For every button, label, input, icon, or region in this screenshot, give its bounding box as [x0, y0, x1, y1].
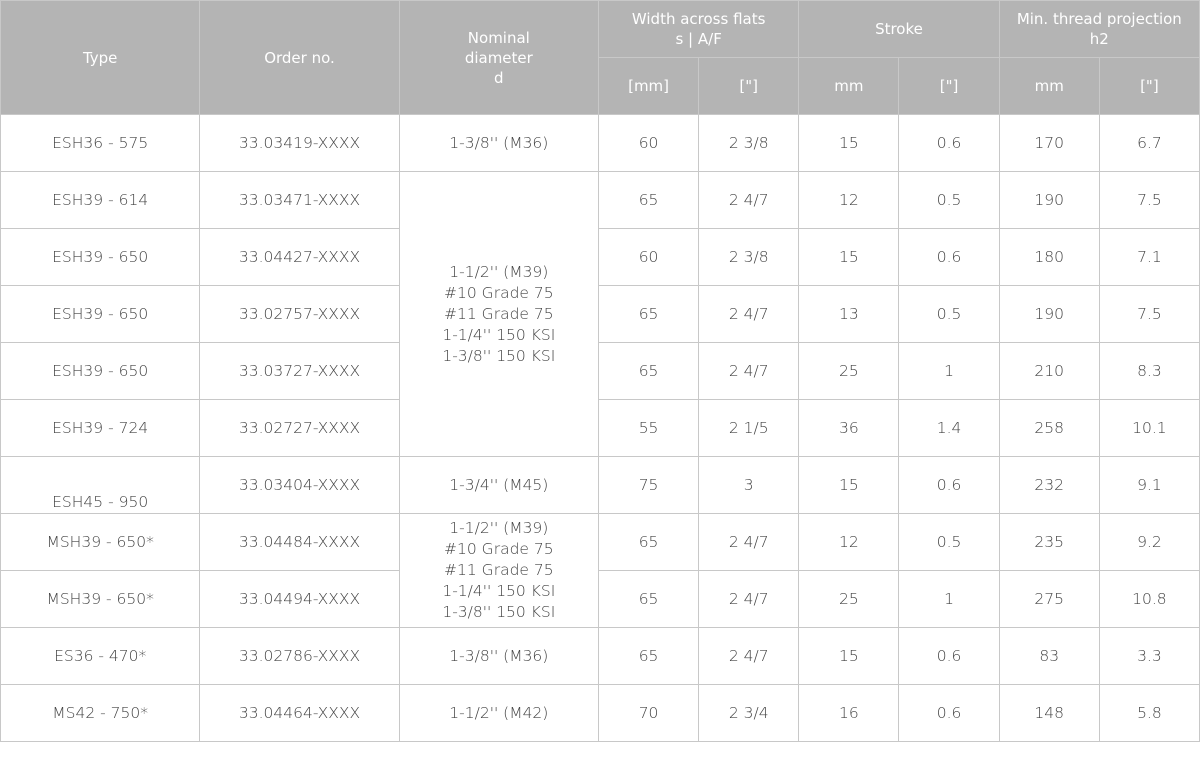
unit-h2-in: ["] [1099, 58, 1199, 115]
cell-stroke-mm: 25 [799, 571, 899, 628]
table-header [1, 1, 1200, 115]
cell-stroke-mm: 13 [799, 286, 899, 343]
cell-type: MSH39 - 650* [1, 571, 200, 628]
cell-waf-in: 2 4/7 [699, 172, 799, 229]
cell-type: MS42 - 750* [1, 685, 200, 742]
cell-stroke-in: 0.5 [899, 286, 999, 343]
cell-h2-mm: 190 [999, 172, 1099, 229]
cell-h2-in: 8.3 [1099, 343, 1199, 400]
diameter-line: #11 Grade 75 [444, 561, 554, 579]
cell-waf-mm: 60 [598, 115, 698, 172]
cell-h2-in: 7.5 [1099, 286, 1199, 343]
cell-order-no: 33.04427-XXXX [200, 229, 399, 286]
table-body [1, 115, 1200, 742]
cell-h2-mm: 235 [999, 514, 1099, 571]
table-row [1, 628, 1200, 685]
header-row-main [1, 1, 1200, 58]
cell-stroke-in: 0.6 [899, 685, 999, 742]
header-h2-line: Min. thread projection [1016, 10, 1182, 28]
cell-order-no: 33.04464-XXXX [200, 685, 399, 742]
diameter-line: 1-1/4'' 150 KSI [442, 325, 556, 344]
header-nominal-diameter-line: Nominal [467, 28, 530, 47]
cell-stroke-in: 0.6 [899, 229, 999, 286]
table-row [1, 457, 1200, 514]
cell-stroke-mm: 15 [799, 229, 899, 286]
cell-type: ESH39 - 724 [1, 400, 200, 457]
header-type: Type [1, 1, 200, 115]
cell-nominal-diameter-group-msh39 [399, 514, 598, 628]
cell-type: MSH39 - 650* [1, 514, 200, 571]
header-nominal-diameter [399, 1, 598, 115]
cell-order-no: 33.04484-XXXX [200, 514, 399, 571]
cell-waf-in: 2 1/5 [699, 400, 799, 457]
cell-h2-in: 9.2 [1099, 514, 1199, 571]
cell-stroke-mm: 12 [799, 172, 899, 229]
diameter-line: 1-3/8'' 150 KSI [442, 346, 556, 365]
table-row [1, 685, 1200, 742]
cell-nominal-diameter: 1-3/4'' (M45) [399, 457, 598, 514]
header-stroke: Stroke [799, 1, 999, 58]
cell-type: ESH39 - 650 [1, 343, 200, 400]
cell-h2-mm: 232 [999, 457, 1099, 514]
cell-type: ESH39 - 650 [1, 229, 200, 286]
cell-order-no: 33.02757-XXXX [200, 286, 399, 343]
header-min-thread-projection [999, 1, 1199, 58]
cell-h2-in: 7.5 [1099, 172, 1199, 229]
cell-stroke-in: 0.6 [899, 628, 999, 685]
cell-nominal-diameter: 1-3/8'' (M36) [399, 115, 598, 172]
header-waf-line: Width across flats [631, 10, 766, 28]
cell-stroke-in: 0.6 [899, 457, 999, 514]
cell-h2-in: 6.7 [1099, 115, 1199, 172]
cell-waf-in: 2 4/7 [699, 514, 799, 571]
cell-type: ESH36 - 575 [1, 115, 200, 172]
diameter-line: #10 Grade 75 [444, 283, 554, 302]
table-row [1, 400, 1200, 457]
cell-h2-in: 10.1 [1099, 400, 1199, 457]
cell-stroke-in: 0.5 [899, 172, 999, 229]
table-row [1, 115, 1200, 172]
cell-type: ESH39 - 614 [1, 172, 200, 229]
unit-h2-mm: mm [999, 58, 1099, 115]
cell-stroke-in: 1 [899, 343, 999, 400]
cell-order-no: 33.03727-XXXX [200, 343, 399, 400]
cell-waf-in: 2 4/7 [699, 628, 799, 685]
cell-h2-in: 7.1 [1099, 229, 1199, 286]
cell-type: ESH45 - 950 [1, 457, 200, 514]
unit-waf-in: ["] [699, 58, 799, 115]
cell-waf-mm: 65 [598, 172, 698, 229]
header-h2-line: h2 [1089, 30, 1109, 48]
diameter-line: 1-3/8'' 150 KSI [442, 603, 556, 621]
cell-waf-mm: 65 [598, 514, 698, 571]
cell-waf-mm: 75 [598, 457, 698, 514]
cell-h2-mm: 275 [999, 571, 1099, 628]
cell-order-no: 33.02786-XXXX [200, 628, 399, 685]
table-row [1, 229, 1200, 286]
cell-h2-mm: 190 [999, 286, 1099, 343]
cell-nominal-diameter: 1-1/2'' (M42) [399, 685, 598, 742]
diameter-line: #10 Grade 75 [444, 540, 554, 558]
cell-waf-in: 3 [699, 457, 799, 514]
cell-stroke-mm: 15 [799, 628, 899, 685]
cell-waf-in: 2 3/4 [699, 685, 799, 742]
header-order-no: Order no. [200, 1, 399, 115]
diameter-line: #11 Grade 75 [444, 304, 554, 323]
cell-nominal-diameter: 1-3/8'' (M36) [399, 628, 598, 685]
cell-waf-in: 2 4/7 [699, 571, 799, 628]
unit-stroke-in: ["] [899, 58, 999, 115]
cell-type: ES36 - 470* [1, 628, 200, 685]
cell-h2-in: 5.8 [1099, 685, 1199, 742]
table-row [1, 571, 1200, 628]
unit-waf-mm: [mm] [598, 58, 698, 115]
header-nominal-diameter-line: d [494, 68, 504, 87]
cell-stroke-mm: 36 [799, 400, 899, 457]
cell-h2-mm: 210 [999, 343, 1099, 400]
cell-waf-in: 2 4/7 [699, 343, 799, 400]
table-row [1, 343, 1200, 400]
header-waf-line: s | A/F [675, 30, 722, 48]
header-width-across-flats [598, 1, 798, 58]
cell-stroke-mm: 12 [799, 514, 899, 571]
table-row [1, 514, 1200, 571]
cell-waf-in: 2 4/7 [699, 286, 799, 343]
cell-stroke-in: 0.6 [899, 115, 999, 172]
cell-waf-mm: 60 [598, 229, 698, 286]
cell-waf-in: 2 3/8 [699, 115, 799, 172]
cell-h2-mm: 148 [999, 685, 1099, 742]
cell-nominal-diameter-group-m39 [399, 172, 598, 457]
cell-order-no: 33.02727-XXXX [200, 400, 399, 457]
table-row [1, 286, 1200, 343]
cell-h2-mm: 83 [999, 628, 1099, 685]
cell-order-no: 33.03419-XXXX [200, 115, 399, 172]
cell-stroke-in: 1 [899, 571, 999, 628]
cell-waf-mm: 55 [598, 400, 698, 457]
diameter-line: 1-1/2'' (M39) [449, 262, 549, 281]
table-row [1, 172, 1200, 229]
unit-stroke-mm: mm [799, 58, 899, 115]
cell-order-no: 33.04494-XXXX [200, 571, 399, 628]
cell-h2-in: 9.1 [1099, 457, 1199, 514]
cell-waf-in: 2 3/8 [699, 229, 799, 286]
cell-waf-mm: 70 [598, 685, 698, 742]
cell-h2-mm: 170 [999, 115, 1099, 172]
diameter-line: 1-1/2'' (M39) [449, 519, 549, 537]
diameter-line: 1-1/4'' 150 KSI [442, 582, 556, 600]
cell-stroke-mm: 15 [799, 115, 899, 172]
cell-h2-mm: 180 [999, 229, 1099, 286]
cell-order-no: 33.03471-XXXX [200, 172, 399, 229]
cell-stroke-in: 1.4 [899, 400, 999, 457]
cell-stroke-in: 0.5 [899, 514, 999, 571]
cell-h2-in: 10.8 [1099, 571, 1199, 628]
header-nominal-diameter-line: diameter [464, 48, 533, 67]
cell-order-no: 33.03404-XXXX [200, 457, 399, 514]
cell-h2-mm: 258 [999, 400, 1099, 457]
cell-waf-mm: 65 [598, 571, 698, 628]
cell-waf-mm: 65 [598, 343, 698, 400]
cell-stroke-mm: 25 [799, 343, 899, 400]
cell-type: ESH39 - 650 [1, 286, 200, 343]
cell-stroke-mm: 15 [799, 457, 899, 514]
cell-h2-in: 3.3 [1099, 628, 1199, 685]
cell-waf-mm: 65 [598, 286, 698, 343]
cell-stroke-mm: 16 [799, 685, 899, 742]
cell-waf-mm: 65 [598, 628, 698, 685]
